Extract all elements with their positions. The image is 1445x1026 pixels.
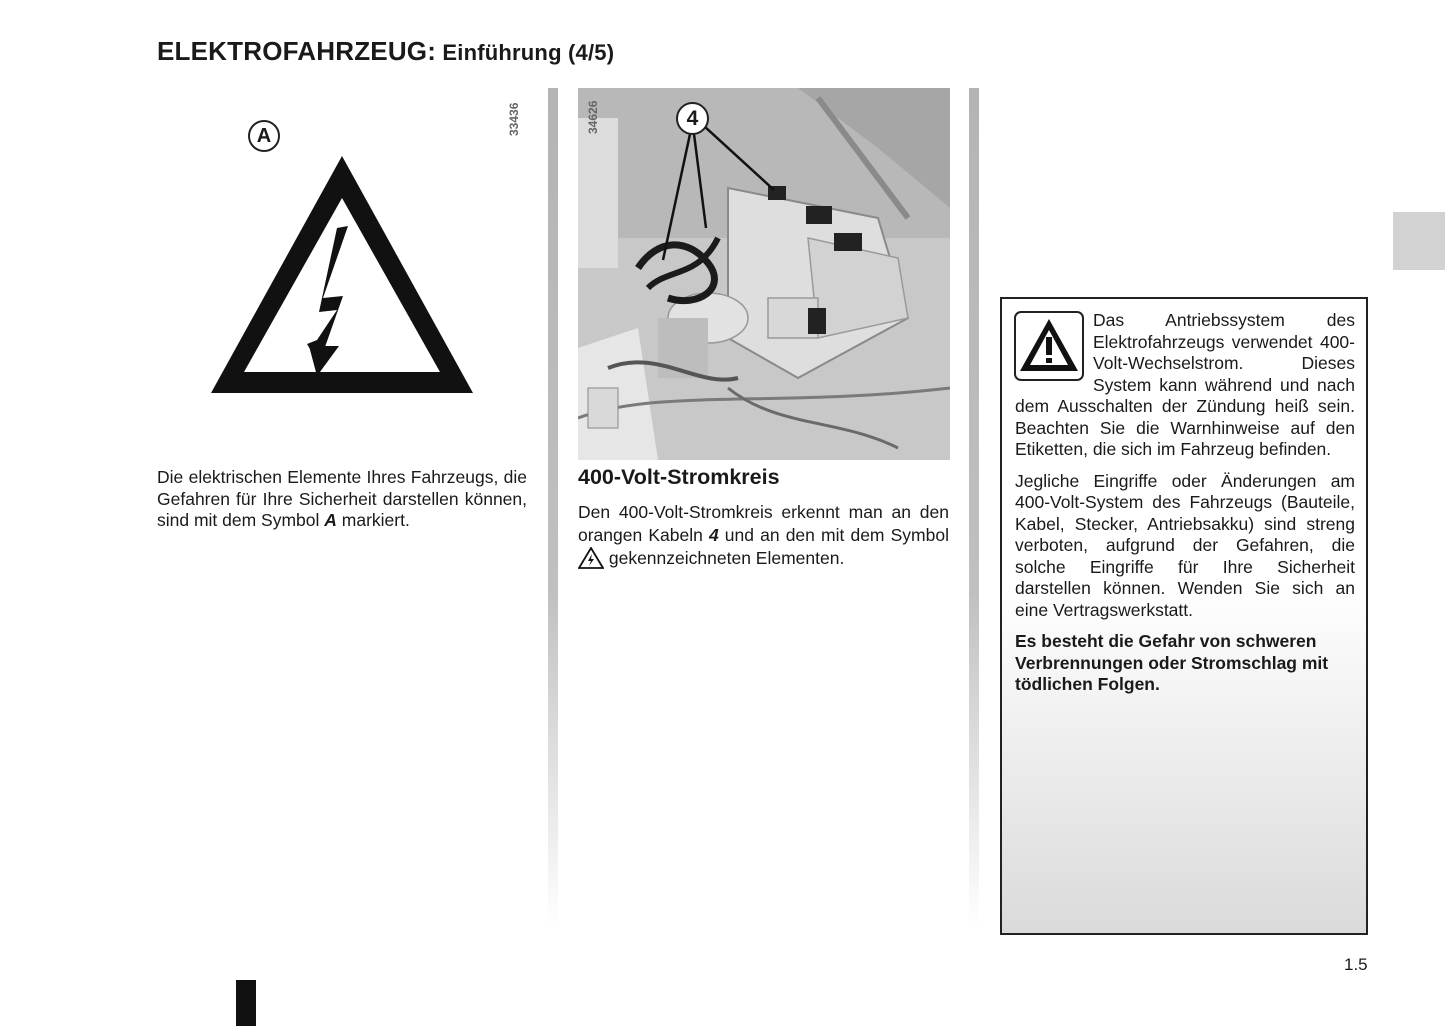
symbol-ref-a: A bbox=[324, 510, 337, 530]
figure-number-middle: 34626 bbox=[586, 100, 600, 134]
inline-high-voltage-icon bbox=[578, 547, 604, 569]
column-divider-right bbox=[969, 88, 979, 928]
title-main: ELEKTROFAHRZEUG: bbox=[157, 36, 437, 66]
warning-para-1: Das Antriebssystem des Elektrofahrzeugs verwendet 400-Volt-Wechselstrom. Dieses System kann während und nach dem Ausschalten der Zündung heiß sein. Beachten Sie die Warnhinweise auf den Etiketten, die sich im Fahrzeug befinden. bbox=[1015, 310, 1355, 459]
callout-4: 4 bbox=[676, 102, 709, 135]
chapter-tab bbox=[1393, 212, 1445, 270]
warning-para-3: Es besteht die Gefahr von schweren Verbrennungen oder Stromschlag mit tödlichen Folgen. bbox=[1015, 631, 1329, 694]
figure-number-left: 33436 bbox=[507, 102, 521, 136]
section-heading: 400-Volt-Stromkreis bbox=[578, 465, 780, 489]
warning-para-2: Jegliche Eingriffe oder Änderungen am 400-Volt-System des Fahrzeugs (Bauteile, Kabel, Stecker, Antriebsakku) sind streng verboten, aufgrund der Gefahren, die solche Eingriffe für Ihre Sicherheit darstellen können. Wenden Sie sich an eine Vertragswerkstatt. bbox=[1015, 470, 1355, 620]
page-number: 1.5 bbox=[1344, 955, 1368, 974]
icon-spacer bbox=[1015, 310, 1093, 396]
page-title bbox=[157, 36, 614, 67]
cable-ref-4: 4 bbox=[708, 525, 719, 545]
column-divider-left bbox=[548, 88, 558, 928]
figure-label-a: A bbox=[248, 120, 280, 152]
left-paragraph: Die elektrischen Elemente Ihres Fahrzeugs, die Gefahren für Ihre Sicherheit darstellen können, sind mit dem Symbol A markiert. bbox=[157, 467, 527, 530]
engine-bay-photo bbox=[578, 88, 950, 460]
title-sub: Einführung (4/5) bbox=[436, 40, 615, 65]
middle-paragraph: Den 400-Volt-Stromkreis erkennt man an den orangen Kabeln 4 und an den mit dem Symbol gekennzeichneten Elementen. bbox=[578, 502, 949, 568]
high-voltage-warning-icon bbox=[205, 150, 480, 400]
warning-content bbox=[1015, 310, 1355, 696]
print-mark bbox=[236, 980, 256, 1026]
